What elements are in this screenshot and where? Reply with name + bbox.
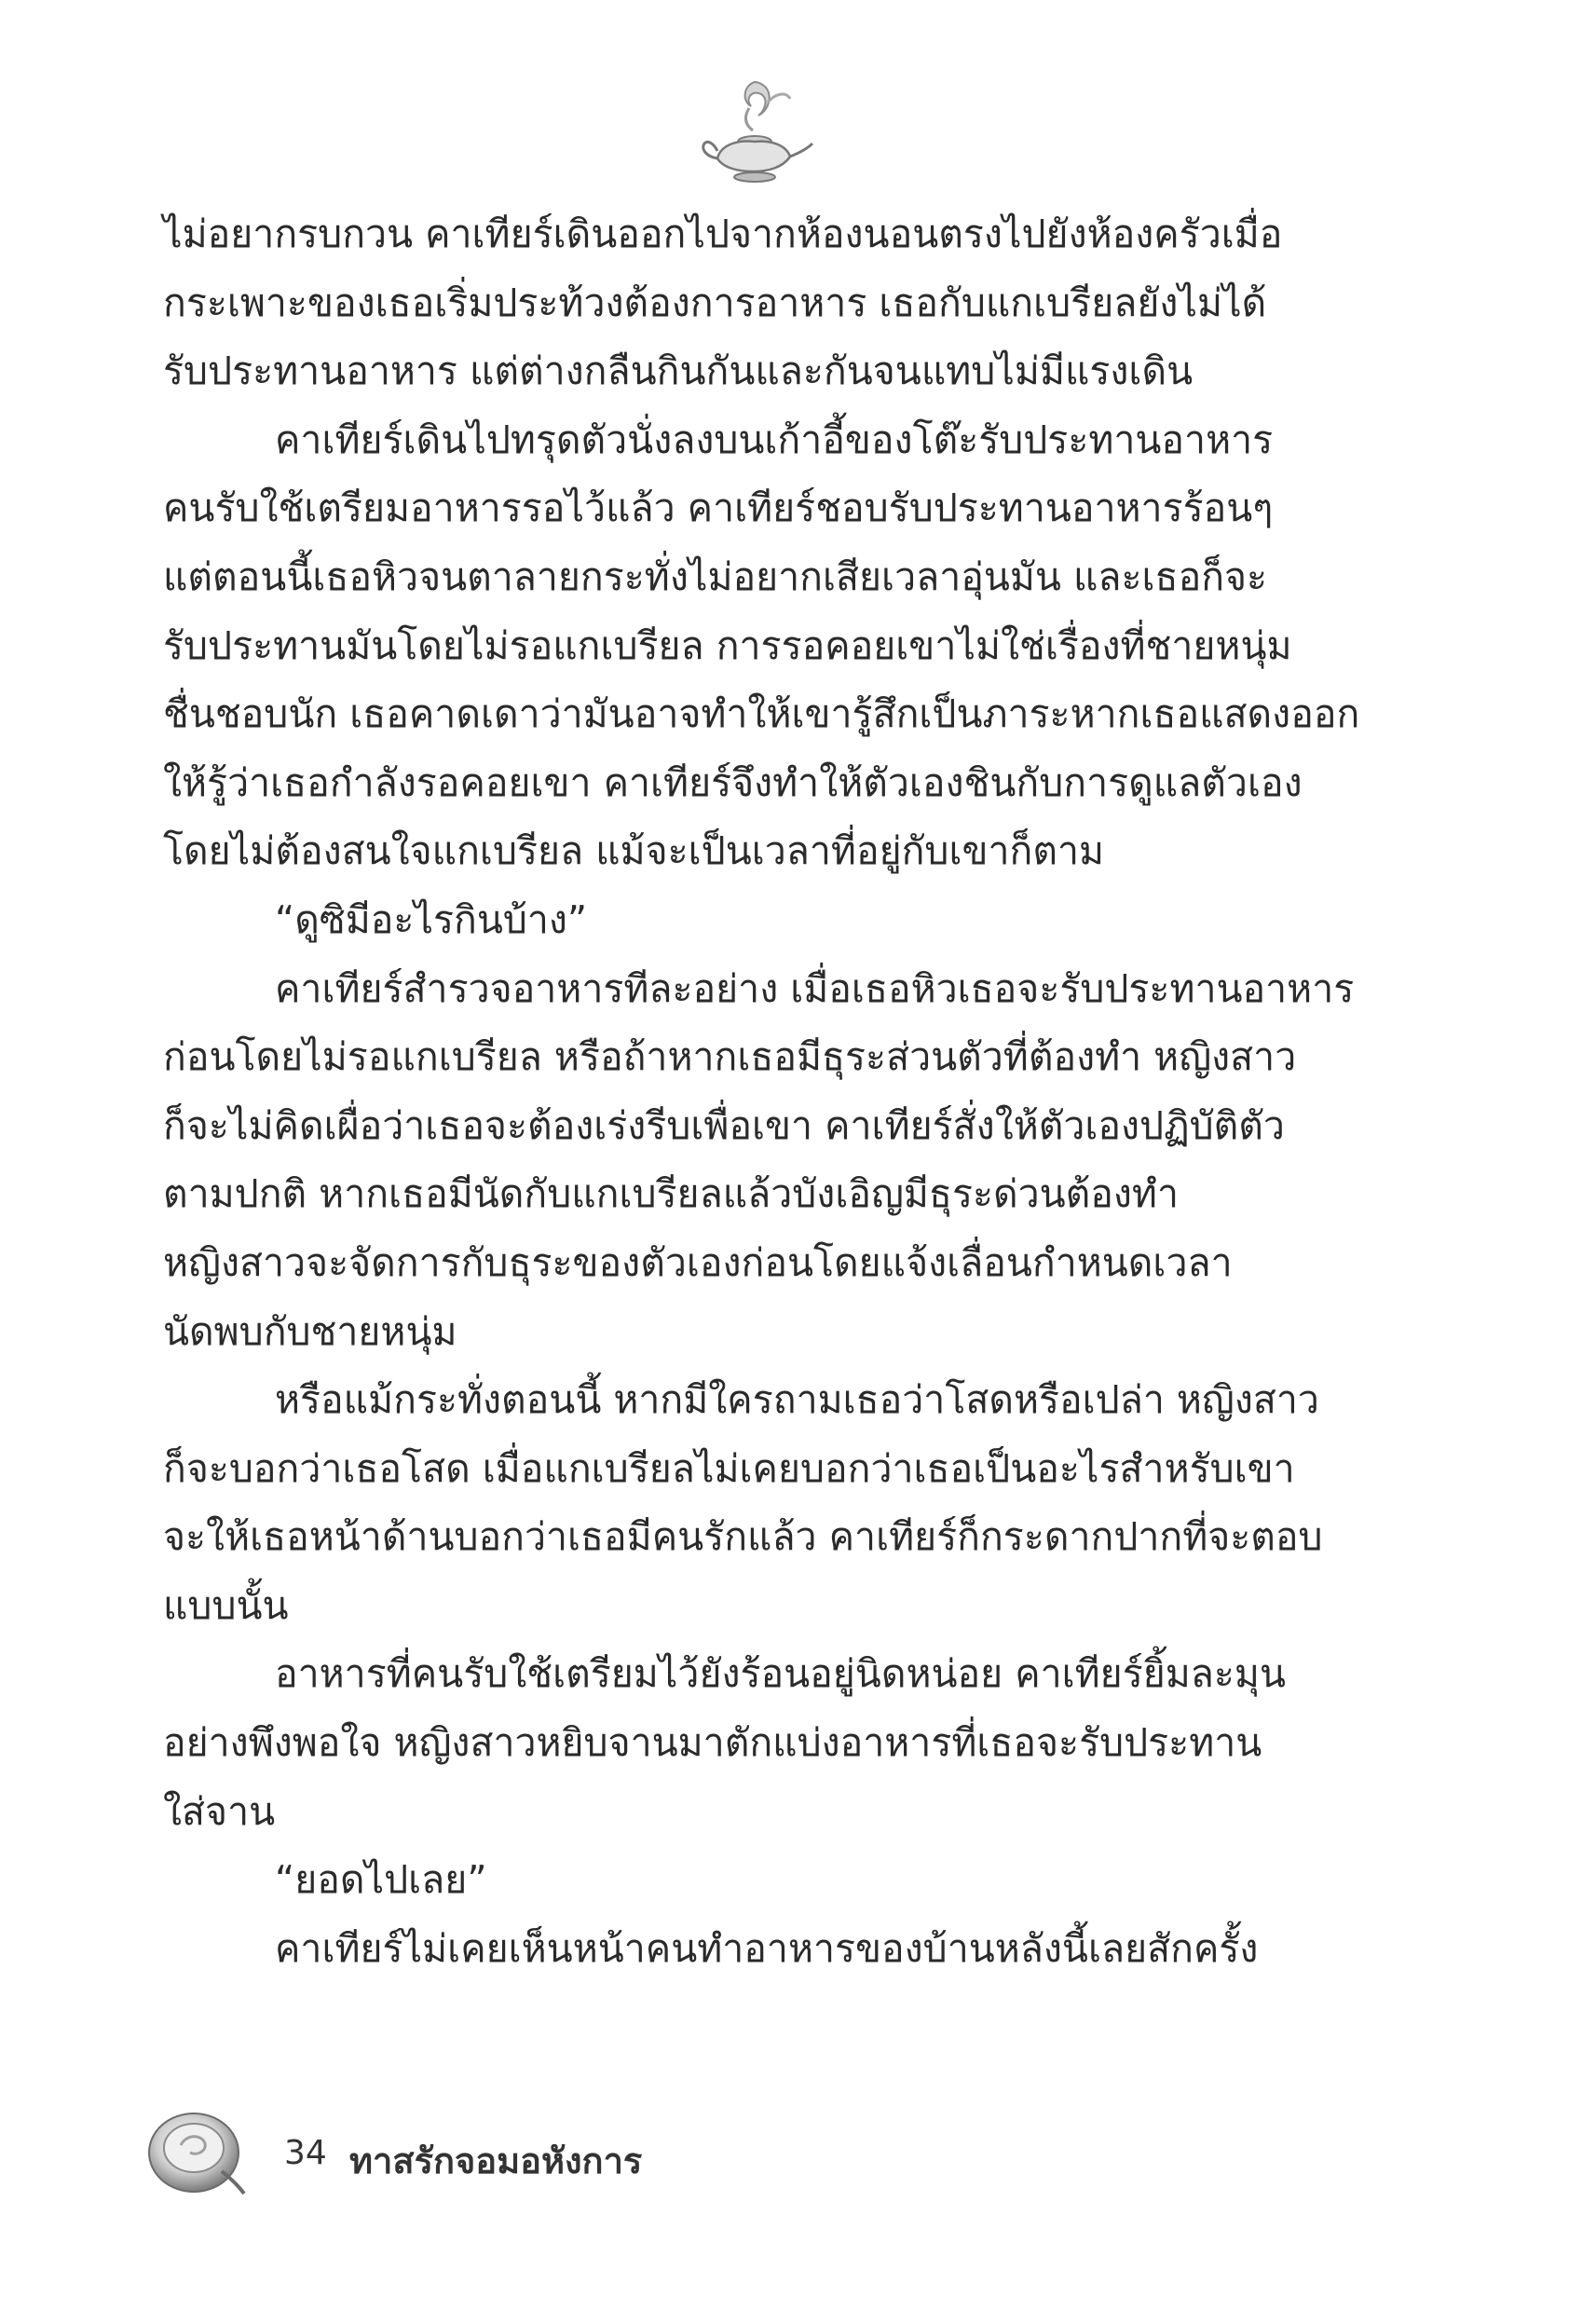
text-line: คาเทียร์เดินไปทรุดตัวนั่งลงบนเก้าอี้ของโต๊ะรับประทานอาหาร [275,417,1274,462]
text-line: นัดพบกับชายหนุ่ม [163,1308,457,1354]
text-line: ตามปกติ หากเธอมีนัดกับแกเบรียลแล้วบังเอิญมีธุระด่วนต้องทำ [163,1171,1179,1217]
body-text [163,200,1360,1983]
text-line: แบบนั้น [163,1582,289,1628]
text-line: รับประทานมันโดยไม่รอแกเบรียล การรอคอยเขาไม่ใช่เรื่องที่ชายหนุ่ม [163,622,1292,668]
text-line: คาเทียร์ไม่เคยเห็นหน้าคนทำอาหารของบ้านหลังนี้เลยสักครั้ง [275,1925,1259,1971]
page-footer [140,2097,792,2199]
text-line: โดยไม่ต้องสนใจแกเบรียล แม้จะเป็นเวลาที่อยู่กับเขาก็ตาม [163,828,1105,874]
text-line: “ดูซิมีอะไรกินบ้าง” [275,896,588,942]
text-line: หญิงสาวจะจัดการกับธุระของตัวเองก่อนโดยแจ้งเลื่อนกำหนดเวลา [163,1239,1233,1285]
text-line: คาเทียร์สำรวจอาหารทีละอย่าง เมื่อเธอหิวเธอจะรับประทานอาหาร [275,965,1355,1011]
text-line: รับประทานอาหาร แต่ต่างกลืนกินกันและกันจนแทบไม่มีแรงเดิน [163,349,1194,394]
text-line: “ยอดไปเลย” [275,1857,487,1903]
page-number: 34 [284,2134,327,2172]
coffee-cup-icon [140,2097,252,2199]
text-line: หรือแม้กระทั่งตอนนี้ หากมีใครถามเธอว่าโสดหรือเปล่า หญิงสาว [275,1377,1319,1423]
text-line: แต่ตอนนี้เธอหิวจนตาลายกระทั่งไม่อยากเสียเวลาอุ่นมัน และเธอก็จะ [163,554,1268,599]
text-line: กระเพาะของเธอเริ่มประท้วงต้องการอาหาร เธอกับแกเบรียลยังไม่ได้ [163,280,1267,325]
text-line: อาหารที่คนรับใช้เตรียมไว้ยังร้อนอยู่นิดหน่อย คาเทียร์ยิ้มละมุน [275,1651,1286,1697]
text-line: ชื่นชอบนัก เธอคาดเดาว่ามันอาจทำให้เขารู้สึกเป็นภาระหากเธอแสดงออก [163,691,1360,737]
book-title: ทาสรักจอมอหังการ [349,2140,643,2181]
text-line: ไม่อยากรบกวน คาเทียร์เดินออกไปจากห้องนอนตรงไปยังห้องครัวเมื่อ [163,212,1283,256]
magic-lamp-with-genie-icon [689,65,820,196]
text-line: คนรับใช้เตรียมอาหารรอไว้แล้ว คาเทียร์ชอบรับประทานอาหารร้อนๆ [163,485,1274,531]
text-line: ใส่จาน [163,1788,276,1834]
text-line: ให้รู้ว่าเธอกำลังรอคอยเขา คาเทียร์จึงทำให้ตัวเองชินกับการดูแลตัวเอง [163,759,1303,805]
text-line: จะให้เธอหน้าด้านบอกว่าเธอมีคนรักแล้ว คาเทียร์ก็กระดากปากที่จะตอบ [163,1514,1323,1560]
text-line: อย่างพึงพอใจ หญิงสาวหยิบจานมาตักแบ่งอาหารที่เธอจะรับประทาน [163,1720,1262,1766]
text-line: ก่อนโดยไม่รอแกเบรียล หรือถ้าหากเธอมีธุระส่วนตัวที่ต้องทำ หญิงสาว [163,1034,1297,1080]
text-line: ก็จะไม่คิดเผื่อว่าเธอจะต้องเร่งรีบเพื่อเขา คาเทียร์สั่งให้ตัวเองปฏิบัติตัว [163,1102,1285,1148]
text-line: ก็จะบอกว่าเธอโสด เมื่อแกเบรียลไม่เคยบอกว่าเธอเป็นอะไรสำหรับเขา [163,1445,1295,1491]
